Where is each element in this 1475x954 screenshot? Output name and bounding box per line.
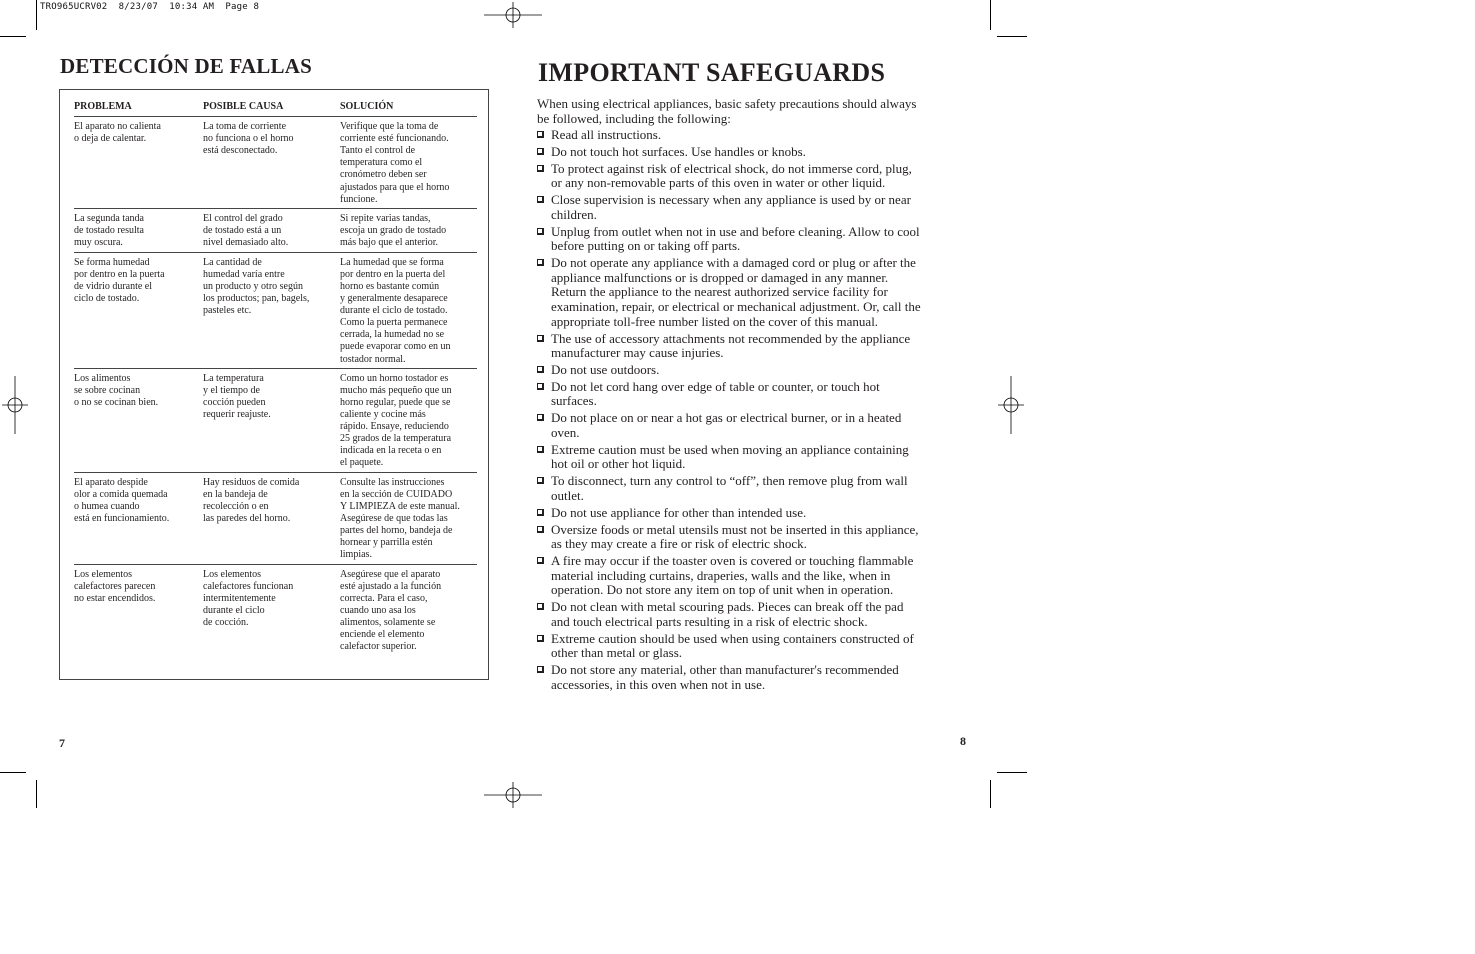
checkbox-bullet-icon <box>537 414 544 421</box>
cell-text-line: nivel demasiado alto. <box>203 236 289 248</box>
cell-text-line: Tanto el control de <box>340 145 416 157</box>
safeguards-list <box>537 128 969 695</box>
safeguard-item <box>537 256 969 329</box>
column-header-cause: POSIBLE CAUSA <box>203 98 340 117</box>
cell-text-line: y el tiempo de <box>203 384 260 396</box>
safeguard-text-line: surfaces. <box>551 393 597 409</box>
crop-mark <box>990 780 991 808</box>
cell-text-line: de vidrio durante el <box>74 280 153 292</box>
safeguard-text-line: manufacturer may cause injuries. <box>551 345 724 361</box>
safeguard-text-line: hot oil or other hot liquid. <box>551 456 686 472</box>
cell-text-line: La toma de corriente <box>203 121 287 133</box>
safeguard-text-line: material including curtains, draperies, walls and the like, when in <box>551 567 891 583</box>
cell-text-line: no estar encendidos. <box>74 592 156 604</box>
page-title: DETECCIÓN DE FALLAS <box>60 54 312 78</box>
safeguard-text-line: Read all instructions. <box>551 127 662 142</box>
table-row <box>74 472 477 564</box>
cell-text-line: ajustados para que el horno <box>340 181 450 193</box>
registration-mark-icon <box>484 2 542 28</box>
safeguard-text-line: as they may create a fire or risk of electric shock. <box>551 536 807 552</box>
cell-text-line: Si repite varias tandas, <box>340 212 431 224</box>
cell-text-line: los productos; pan, bagels, <box>203 293 310 305</box>
safeguard-item <box>537 632 969 661</box>
cell-text-line: El aparato despide <box>74 476 148 488</box>
cell-text-line: olor a comida quemada <box>74 488 168 500</box>
cause-cell <box>203 117 340 209</box>
safeguard-item <box>537 380 969 409</box>
safeguard-text-line: Oversize foods or metal utensils must not be inserted in this appliance, <box>551 521 919 537</box>
cell-text-line: El control del grado <box>203 212 283 224</box>
cell-text-line: Los elementos <box>203 568 262 580</box>
intro-line: be followed, including the following: <box>537 110 731 126</box>
cell-text-line: correcta. Para el caso, <box>340 592 428 604</box>
solution-cell <box>340 472 477 564</box>
cause-cell <box>203 472 340 564</box>
table-row <box>74 208 477 252</box>
safeguard-text-line: appropriate toll-free number listed on the cover of this manual. <box>551 313 879 329</box>
print-slug: TRO965UCRV02 8/23/07 10:34 AM Page 8 <box>40 2 260 12</box>
intro-paragraph <box>537 97 967 126</box>
cell-text-line: horno es bastante común <box>340 280 440 292</box>
cell-text-line: caliente y cocine más <box>340 409 426 421</box>
cell-text-line: El aparato no calienta <box>74 121 161 133</box>
solution-cell <box>340 368 477 472</box>
registration-mark-icon <box>2 376 28 434</box>
cell-text-line: Como la puerta permanece <box>340 317 448 329</box>
safeguard-text-line: examination, repair, or electrical or mechanical adjustment. Or, call the <box>551 299 921 315</box>
checkbox-bullet-icon <box>537 666 544 673</box>
cell-text-line: La segunda tanda <box>74 212 144 224</box>
table-row <box>74 564 477 682</box>
cell-text-line: cuando uno asa los <box>340 605 416 617</box>
cell-text-line: durante el ciclo <box>203 605 265 617</box>
checkbox-bullet-icon <box>537 477 544 484</box>
safeguard-item <box>537 363 969 378</box>
crop-mark <box>0 772 26 773</box>
cell-text-line: o no se cocinan bien. <box>74 396 159 408</box>
cell-text-line: un producto y otro según <box>203 280 303 292</box>
cell-text-line: o deja de calentar. <box>74 133 147 145</box>
cause-cell <box>203 564 340 682</box>
checkbox-bullet-icon <box>537 383 544 390</box>
crop-mark <box>0 36 26 37</box>
troubleshooting-table <box>74 98 477 682</box>
cell-text-line: Asegúrese de que todas las <box>340 513 448 525</box>
safeguard-text-line: operation. Do not store any item on top of unit when in operation. <box>551 582 894 598</box>
problem-cell <box>74 208 203 252</box>
cell-text-line: muy oscura. <box>74 236 123 248</box>
table-row <box>74 117 477 209</box>
crop-mark <box>997 36 1027 37</box>
crop-mark <box>990 0 991 30</box>
checkbox-bullet-icon <box>537 148 544 155</box>
safeguard-text-line: other than metal or glass. <box>551 645 683 661</box>
cell-text-line: durante el ciclo de tostado. <box>340 305 448 317</box>
safeguard-item <box>537 193 969 222</box>
checkbox-bullet-icon <box>537 165 544 172</box>
checkbox-bullet-icon <box>537 366 544 373</box>
safeguard-item <box>537 128 969 143</box>
cell-text-line: recolección o en <box>203 500 269 512</box>
cell-text-line: Como un horno tostador es <box>340 372 449 384</box>
safeguard-text-line: appliance malfunctions or is dropped or damaged in any manner. <box>551 269 889 285</box>
safeguard-text-line: children. <box>551 206 597 222</box>
safeguard-text-line: Return the appliance to the nearest authorized service facility for <box>551 284 888 300</box>
safeguard-item <box>537 225 969 254</box>
safeguard-text-line: Do not operate any appliance with a damaged cord or plug or after the <box>551 255 916 271</box>
registration-mark-icon <box>484 782 542 808</box>
table-row <box>74 252 477 368</box>
cell-text-line: Consulte las instrucciones <box>340 476 445 488</box>
cell-text-line: enciende el elemento <box>340 629 425 641</box>
crop-mark <box>997 772 1027 773</box>
column-header-problem: PROBLEMA <box>74 98 203 117</box>
solution-cell <box>340 117 477 209</box>
checkbox-bullet-icon <box>537 259 544 266</box>
crop-mark <box>36 0 37 30</box>
safeguard-text-line: Do not touch hot surfaces. Use handles or knobs. <box>551 143 806 159</box>
checkbox-bullet-icon <box>537 228 544 235</box>
safeguard-item <box>537 523 969 552</box>
cause-cell <box>203 208 340 252</box>
cell-text-line: en la bandeja de <box>203 488 268 500</box>
cell-text-line: temperatura como el <box>340 157 423 169</box>
cell-text-line: se sobre cocinan <box>74 384 141 396</box>
safeguard-text-line: A fire may occur if the toaster oven is covered or touching flammable <box>551 553 914 569</box>
cell-text-line: corriente esté funcionando. <box>340 133 449 145</box>
cell-text-line: ciclo de tostado. <box>74 293 140 305</box>
safeguard-item <box>537 554 969 598</box>
cell-text-line: partes del horno, bandeja de <box>340 525 453 537</box>
safeguard-text-line: Unplug from outlet when not in use and before cleaning. Allow to cool <box>551 223 920 239</box>
cell-text-line: escoja un grado de tostado <box>340 224 447 236</box>
cell-text-line: de tostado resulta <box>74 224 144 236</box>
safeguard-text-line: or any non-removable parts of this oven in water or other liquid. <box>551 175 886 191</box>
troubleshooting-table-frame <box>59 89 489 680</box>
cell-text-line: por dentro en la puerta del <box>340 268 446 280</box>
table-header-row <box>74 98 477 117</box>
safeguard-text-line: The use of accessory attachments not recommended by the appliance <box>551 330 911 346</box>
safeguard-item <box>537 663 969 692</box>
solution-cell <box>340 208 477 252</box>
cell-text-line: La humedad que se forma <box>340 256 444 268</box>
cell-text-line: el paquete. <box>340 457 384 469</box>
checkbox-bullet-icon <box>537 446 544 453</box>
safeguard-item <box>537 443 969 472</box>
cell-text-line: requerir reajuste. <box>203 409 271 421</box>
cell-text-line: humedad varía entre <box>203 268 285 280</box>
cell-text-line: cronómetro deben ser <box>340 169 427 181</box>
cell-text-line: calefactor superior. <box>340 641 417 653</box>
cell-text-line: Los elementos <box>74 568 133 580</box>
safeguard-text-line: Do not use outdoors. <box>551 361 660 377</box>
safeguard-text-line: Do not clean with metal scouring pads. Pieces can break off the pad <box>551 599 904 615</box>
cell-text-line: y generalmente desaparece <box>340 293 448 305</box>
cell-text-line: no funciona o el horno <box>203 133 294 145</box>
cell-text-line: cocción pueden <box>203 396 266 408</box>
safeguard-text-line: oven. <box>551 424 580 440</box>
solution-cell <box>340 564 477 682</box>
registration-mark-icon <box>998 376 1024 434</box>
cell-text-line: Y LIMPIEZA de este manual. <box>340 500 460 512</box>
safeguard-text-line: To disconnect, turn any control to “off”, then remove plug from wall <box>551 473 908 489</box>
cell-text-line: La cantidad de <box>203 256 262 268</box>
cell-text-line: mucho más pequeño que un <box>340 384 452 396</box>
checkbox-bullet-icon <box>537 196 544 203</box>
cell-text-line: intermitentemente <box>203 592 276 604</box>
checkbox-bullet-icon <box>537 509 544 516</box>
safeguard-item <box>537 506 969 521</box>
cell-text-line: puede evaporar como en un <box>340 341 451 353</box>
safeguard-text-line: Do not let cord hang over edge of table or counter, or touch hot <box>551 378 880 394</box>
solution-cell <box>340 252 477 368</box>
crop-mark <box>36 780 37 808</box>
cell-text-line: calefactores funcionan <box>203 580 294 592</box>
safeguard-text-line: accessories, in this oven when not in use. <box>551 676 766 692</box>
cell-text-line: indicada en la receta o en <box>340 445 442 457</box>
page-title: IMPORTANT SAFEGUARDS <box>538 58 886 87</box>
page-number: 7 <box>59 736 65 750</box>
safeguard-item <box>537 145 969 160</box>
cell-text-line: 25 grados de la temperatura <box>340 433 452 445</box>
cell-text-line: o humea cuando <box>74 500 140 512</box>
safeguard-text-line: Do not use appliance for other than intended use. <box>551 504 807 520</box>
problem-cell <box>74 368 203 472</box>
cell-text-line: funcione. <box>340 193 378 205</box>
safeguard-item <box>537 332 969 361</box>
cell-text-line: por dentro en la puerta <box>74 268 165 280</box>
safeguard-text-line: Extreme caution must be used when moving an appliance containing <box>551 441 909 457</box>
table-row <box>74 368 477 472</box>
page-number: 8 <box>960 734 966 748</box>
cell-text-line: de tostado está a un <box>203 224 282 236</box>
checkbox-bullet-icon <box>537 335 544 342</box>
cell-text-line: más bajo que el anterior. <box>340 236 439 248</box>
cell-text-line: pasteles etc. <box>203 305 252 317</box>
cause-cell <box>203 252 340 368</box>
cell-text-line: las paredes del horno. <box>203 513 291 525</box>
cell-text-line: cerrada, la humedad no se <box>340 329 445 341</box>
cell-text-line: limpias. <box>340 549 372 561</box>
cell-text-line: Se forma humedad <box>74 256 150 268</box>
safeguard-item <box>537 411 969 440</box>
cell-text-line: en la sección de CUIDADO <box>340 488 453 500</box>
cell-text-line: Los alimentos <box>74 372 131 384</box>
cell-text-line: está desconectado. <box>203 145 278 157</box>
safeguard-text-line: Do not store any material, other than manufacturer's recommended <box>551 662 899 678</box>
safeguard-text-line: Extreme caution should be used when using containers constructed of <box>551 630 914 646</box>
safeguard-text-line: Close supervision is necessary when any appliance is used by or near <box>551 192 911 208</box>
cell-text-line: Verifique que la toma de <box>340 121 439 133</box>
safeguard-text-line: To protect against risk of electrical shock, do not immerse cord, plug, <box>551 160 912 176</box>
safeguard-text-line: outlet. <box>551 487 584 503</box>
problem-cell <box>74 117 203 209</box>
safeguard-text-line: before putting on or taking off parts. <box>551 238 741 254</box>
intro-line: When using electrical appliances, basic safety precautions should always <box>537 96 917 111</box>
cell-text-line: esté ajustado a la función <box>340 580 442 592</box>
cause-cell <box>203 368 340 472</box>
problem-cell <box>74 564 203 682</box>
safeguard-text-line: and touch electrical parts resulting in a risk of electric shock. <box>551 613 868 629</box>
cell-text-line: Asegúrese que el aparato <box>340 568 441 580</box>
checkbox-bullet-icon <box>537 526 544 533</box>
problem-cell <box>74 472 203 564</box>
cell-text-line: La temperatura <box>203 372 264 384</box>
column-header-solution: SOLUCIÓN <box>340 98 477 117</box>
cell-text-line: calefactores parecen <box>74 580 156 592</box>
cell-text-line: horno regular, puede que se <box>340 396 451 408</box>
safeguard-text-line: Do not place on or near a hot gas or electrical burner, or in a heated <box>551 410 902 426</box>
cell-text-line: alimentos, solamente se <box>340 617 436 629</box>
cell-text-line: Hay residuos de comida <box>203 476 300 488</box>
safeguard-item <box>537 600 969 629</box>
safeguard-item <box>537 474 969 503</box>
cell-text-line: de cocción. <box>203 617 249 629</box>
cell-text-line: tostador normal. <box>340 353 406 365</box>
checkbox-bullet-icon <box>537 557 544 564</box>
checkbox-bullet-icon <box>537 603 544 610</box>
cell-text-line: hornear y parrilla estén <box>340 537 433 549</box>
safeguard-item <box>537 162 969 191</box>
cell-text-line: rápido. Ensaye, reduciendo <box>340 421 449 433</box>
problem-cell <box>74 252 203 368</box>
cell-text-line: está en funcionamiento. <box>74 513 170 525</box>
checkbox-bullet-icon <box>537 635 544 642</box>
checkbox-bullet-icon <box>537 131 544 138</box>
